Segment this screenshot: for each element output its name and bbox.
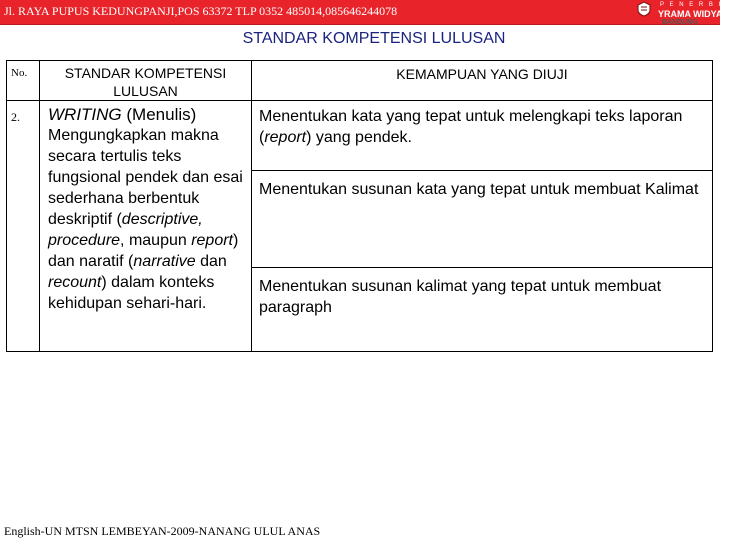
header-standar-kompetensi: STANDAR KOMPETENSI LULUSAN xyxy=(40,61,252,101)
description-text: narrative xyxy=(133,253,196,270)
skill-name: WRITING xyxy=(48,105,122,124)
footer-credit: English-UN MTSN LEMBEYAN-2009-NANANG ULUL ANAS xyxy=(4,524,321,538)
ability-text: ) yang pendek. xyxy=(306,129,412,146)
description-text: report xyxy=(191,232,233,249)
ability-text: Menentukan susunan kata yang tepat untuk membuat Kalimat xyxy=(259,181,699,198)
header-bar xyxy=(0,0,723,25)
description-text: recount xyxy=(48,274,102,291)
header-address: Jl. RAYA PUPUS KEDUNGPANJI,POS 63372 TLP 0352 485014,085646244078 xyxy=(4,4,398,18)
page-title: STANDAR KOMPETENSI LULUSAN xyxy=(242,30,506,47)
description-text: ) dan naratif ( xyxy=(48,232,239,270)
header-no: No. xyxy=(7,61,40,101)
description-text: Mengungkapkan makna secara tertulis teks fungsional pendek dan esai sederhana berbentuk deskriptif ( xyxy=(48,127,243,228)
competency-description xyxy=(48,125,247,314)
header-kemampuan-diuji: KEMAMPUAN YANG DIUJI xyxy=(252,61,713,101)
row-number: 2. xyxy=(7,101,40,352)
ability-item xyxy=(252,101,713,171)
description-text: ) dalam konteks kehidupan sehari-hari. xyxy=(48,274,215,312)
description-text: , maupun xyxy=(120,232,192,249)
logo-line-2: YRAMA WIDYA xyxy=(658,9,723,19)
table-header-row xyxy=(7,61,713,101)
publisher-logo xyxy=(634,0,732,28)
description-text: dan xyxy=(195,253,227,270)
competency-cell xyxy=(40,101,252,352)
ability-text: Menentukan susunan kalimat yang tepat untuk membuat paragraph xyxy=(259,278,662,316)
competency-table xyxy=(6,60,713,352)
table-row xyxy=(7,101,713,171)
description-text: descriptive, procedure xyxy=(48,211,203,249)
school-emblem-icon xyxy=(636,1,652,17)
ability-text: Menentukan kata yang tepat untuk melengkapi teks laporan ( xyxy=(259,108,683,146)
ability-item xyxy=(252,268,713,352)
logo-line-3: BANDUNG xyxy=(662,19,698,26)
skill-translation: (Menulis) xyxy=(121,105,197,124)
ability-text: report xyxy=(264,129,307,146)
competency-heading xyxy=(48,104,247,125)
ability-item xyxy=(252,171,713,268)
logo-line-1: P E N E R B I T xyxy=(660,2,732,8)
